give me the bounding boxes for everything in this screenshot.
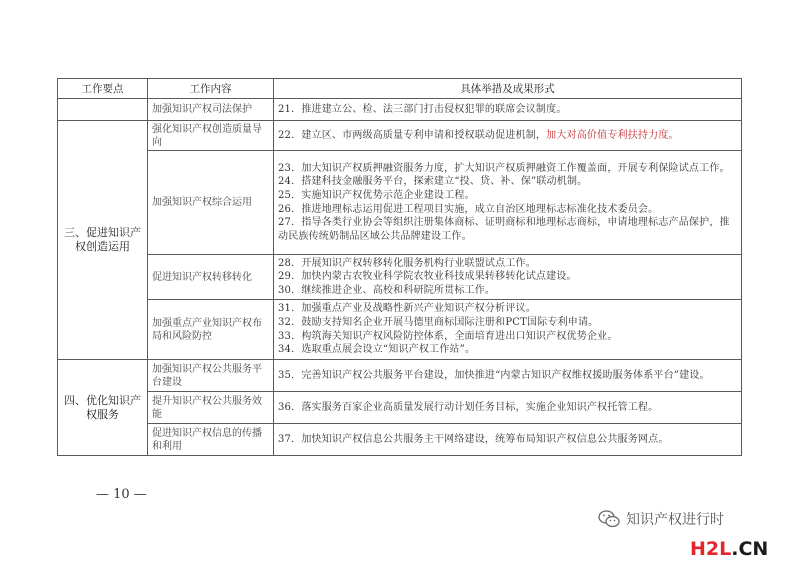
measure-item: 24．搭建科技金融服务平台，探索建立“投、贷、补、保”联动机制。 [278, 176, 588, 188]
table-row [58, 151, 742, 255]
measure-cell [274, 121, 742, 151]
table-row [58, 360, 742, 392]
logo-part-h2l: H2L [690, 538, 732, 560]
logo-part-cn: .CN [731, 538, 769, 560]
header-work-point: 工作要点 [58, 79, 148, 99]
measure-cell [274, 255, 742, 300]
work-content-cell: 促进知识产权转移转化 [148, 255, 274, 300]
measure-text: 22．建立区、市两级高质量专利申请和授权联动促进机制， [278, 129, 547, 141]
work-content-cell: 加强知识产权公共服务平台建设 [148, 360, 274, 392]
measure-item: 33．构筑海关知识产权风险防控体系，全面培育进出口知识产权优势企业。 [278, 330, 618, 342]
measure-item: 23．加大知识产权质押融资服务力度，扩大知识产权质押融资工作覆盖面，开展专利保险试点工作。 [278, 162, 730, 174]
measure-item: 27．指导各类行业协会等组织注册集体商标、证明商标和地理标志商标，申请地理标志产品保护，推动民族传统奶制品区域公共品牌建设工作。 [278, 217, 730, 242]
measure-item-highlighted [278, 129, 737, 143]
measure-item: 28．开展知识产权转移转化服务机构行业联盟试点工作。 [278, 257, 536, 269]
table-row [58, 255, 742, 300]
measure-cell [274, 300, 742, 360]
work-content-cell: 加强知识产权司法保护 [148, 99, 274, 121]
table-row [58, 121, 742, 151]
measure-item: 21．推进建立公、检、法三部门打击侵权犯罪的联席会议制度。 [278, 103, 567, 115]
header-work-content: 工作内容 [148, 79, 274, 99]
measure-item: 37．加快知识产权信息公共服务主干网络建设，统筹布局知识产权信息公共服务网点。 [278, 433, 669, 445]
work-content-cell: 提升知识产权公共服务效能 [148, 392, 274, 424]
h2l-logo[interactable] [690, 538, 768, 560]
table-row [58, 300, 742, 360]
work-content-cell: 促进知识产权信息的传播和利用 [148, 424, 274, 456]
category-cell: 四、优化知识产权服务 [58, 360, 148, 456]
wechat-watermark [598, 509, 724, 529]
measure-cell [274, 392, 742, 424]
measure-item: 34．选取重点展会设立“知识产权工作站”。 [278, 344, 476, 356]
measure-item: 31．加强重点产业及战略性新兴产业知识产权分析评议。 [278, 303, 536, 315]
category-cell [58, 99, 148, 121]
work-content-cell: 加强重点产业知识产权布局和风险防控 [148, 300, 274, 360]
watermark-text: 知识产权进行时 [626, 512, 724, 528]
measure-item: 30．继续推进企业、高校和科研院所贯标工作。 [278, 284, 496, 296]
table-row [58, 99, 742, 121]
table-row [58, 424, 742, 456]
wechat-icon [598, 510, 620, 528]
measure-item: 35．完善知识产权公共服务平台建设，加快推进“内蒙古知识产权维权援助服务体系平台”建设。 [278, 369, 710, 381]
measure-item: 26．推进地理标志运用促进工程项目实施，成立自治区地理标志标准化技术委员会。 [278, 203, 659, 215]
table-row [58, 392, 742, 424]
measure-text-highlight: 加大对高价值专利扶持力度。 [546, 129, 679, 141]
measure-cell [274, 151, 742, 255]
table-header-row [58, 79, 742, 99]
category-cell: 三、促进知识产权创造运用 [58, 121, 148, 360]
header-measures: 具体举措及成果形式 [274, 79, 742, 99]
work-content-cell: 强化知识产权创造质量导向 [148, 121, 274, 151]
measure-item: 32．鼓励支持知名企业开展马德里商标国际注册和PCT国际专利申请。 [278, 316, 599, 328]
measure-cell [274, 424, 742, 456]
measure-cell [274, 360, 742, 392]
measure-cell [274, 99, 742, 121]
measure-item: 29．加快内蒙古农牧业科学院农牧业科技成果转移转化试点建设。 [278, 271, 577, 283]
measure-item: 25．实施知识产权优势示范企业建设工程。 [278, 189, 475, 201]
measure-item: 36．落实服务百家企业高质量发展行动计划任务目标，实施企业知识产权托管工程。 [278, 401, 659, 413]
work-content-cell: 加强知识产权综合运用 [148, 151, 274, 255]
page-number: — 10 — [96, 487, 147, 502]
work-plan-table [57, 78, 742, 456]
